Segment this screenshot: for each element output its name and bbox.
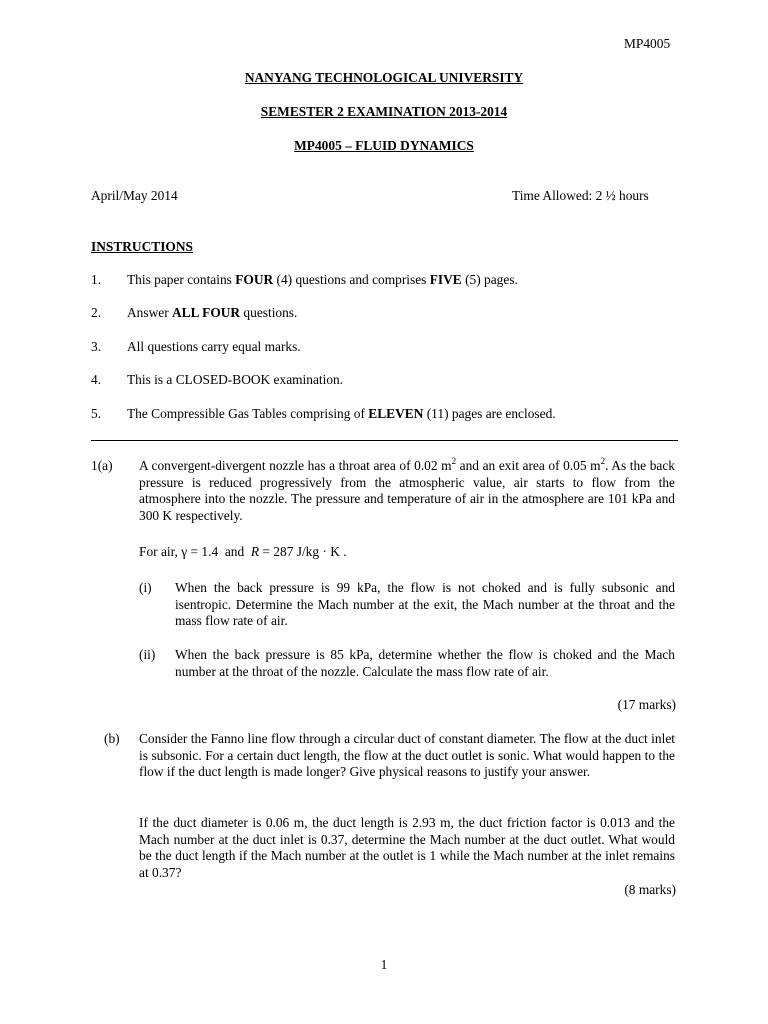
question-text: If the duct diameter is 0.06 m, the duct length is 2.93 m, the duct friction factor is 0.013 and the Mach number at the duct inlet is 0.37, determine the Mach number at the duct outlet. What would be the duct length if the Mach number at the outlet is 1 while the Mach number at the inlet remains at 0.37? [139,815,675,880]
subpart-text: When the back pressure is 85 kPa, determine whether the flow is choked and the Mach number at the throat of the nozzle. Calculate the mass flow rate of air. [175,647,675,679]
university-title: NANYANG TECHNOLOGICAL UNIVERSITY [244,70,524,85]
exam-date: April/May 2014 [91,188,178,203]
subpart-text: When the back pressure is 99 kPa, the flow is not choked and is fully subsonic and isentropic. Determine the Mach number at the exit, the Mach number at the throat and the mass flow rate of air. [175,580,675,629]
paper-code: MP4005 [624,36,671,51]
subpart-number: (i) [139,580,152,595]
question-number: (b) [104,731,120,746]
divider [91,440,678,441]
semester-title: SEMESTER 2 EXAMINATION 2013-2014 [260,104,508,119]
question-text: A convergent-divergent nozzle has a throat area of 0.02 $m^2$ and an exit area of 0.05 $m^2$. As the back pressure is reduced progressively from the atmospheric value, air starts to flow from the atmosphere into the nozzle. The pressure and temperature of air in the atmosphere are 101 kPa and 300 K respectively. [139,455,676,523]
question-number: 1(a) [91,458,113,473]
page-number: 1 [380,957,388,972]
marks: (17 marks) [617,697,676,712]
subpart-number: (ii) [139,647,156,662]
marks: (8 marks) [624,882,676,897]
air-properties: For air, γ = 1.4 and R = 287 J/kg · K . [139,544,347,559]
question-text: Consider the Fanno line flow through a circular duct of constant diameter. The flow at the duct inlet is subsonic. For a certain duct length, the flow at the duct outlet is sonic. What would happen to the flow if the duct length is made longer? Give physical reasons to justify your answer. [139,731,675,780]
course-title: MP4005 – FLUID DYNAMICS [294,138,474,153]
instructions-heading: INSTRUCTIONS [91,239,193,254]
time-allowed: Time Allowed: 2 ½ hours [512,188,649,203]
